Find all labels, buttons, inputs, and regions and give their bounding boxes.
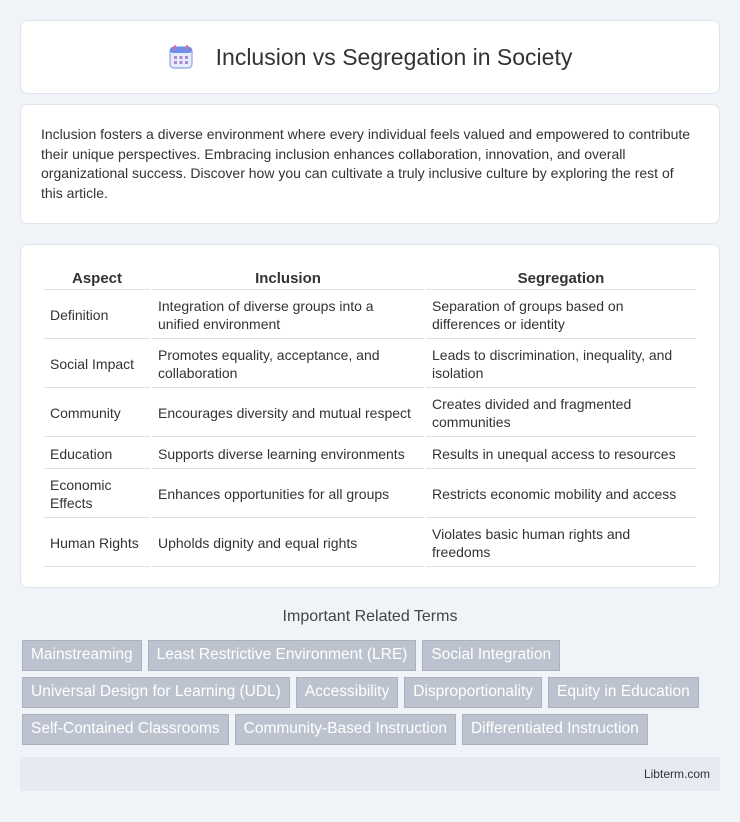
segregation-cell: Leads to discrimination, inequality, and isolation xyxy=(426,341,696,388)
table-row xyxy=(44,390,696,437)
aspect-cell: Economic Effects xyxy=(44,471,150,518)
related-term-tag[interactable]: Social Integration xyxy=(422,640,560,671)
column-header-inclusion: Inclusion xyxy=(152,267,424,290)
related-term-tag[interactable]: Least Restrictive Environment (LRE) xyxy=(148,640,417,671)
related-term-tag[interactable]: Disproportionality xyxy=(404,677,542,708)
inclusion-cell: Encourages diversity and mutual respect xyxy=(152,390,424,437)
related-term-tag[interactable]: Accessibility xyxy=(296,677,398,708)
comparison-table xyxy=(42,265,698,569)
inclusion-cell: Upholds dignity and equal rights xyxy=(152,520,424,567)
inclusion-cell: Enhances opportunities for all groups xyxy=(152,471,424,518)
header-card xyxy=(20,20,720,94)
footer-site-link[interactable]: Libterm.com xyxy=(643,767,710,781)
inclusion-cell: Integration of diverse groups into a unified environment xyxy=(152,292,424,339)
segregation-cell: Separation of groups based on differences or identity xyxy=(426,292,696,339)
page-title: Inclusion vs Segregation in Society xyxy=(215,43,573,70)
related-term-tag[interactable]: Mainstreaming xyxy=(22,640,142,671)
table-row xyxy=(44,471,696,518)
calendar-icon xyxy=(168,44,194,70)
aspect-cell: Social Impact xyxy=(44,341,150,388)
column-header-aspect: Aspect xyxy=(44,267,150,290)
intro-card xyxy=(20,104,720,224)
related-term-tag[interactable]: Self-Contained Classrooms xyxy=(22,714,229,745)
inclusion-cell: Supports diverse learning environments xyxy=(152,439,424,469)
footer xyxy=(20,757,720,791)
intro-text: Inclusion fosters a diverse environment where every individual feels valued and empowered to contribute their unique perspectives. Embracing inclusion enhances collaboration, innovation, and overall organizational success. Discover how you can cultivate a truly inclusive culture by exploring the rest of this article. xyxy=(41,126,691,201)
related-term-tag[interactable]: Community-Based Instruction xyxy=(235,714,456,745)
inclusion-cell: Promotes equality, acceptance, and collaboration xyxy=(152,341,424,388)
related-term-tag[interactable]: Equity in Education xyxy=(548,677,699,708)
table-row xyxy=(44,292,696,339)
table-row xyxy=(44,439,696,469)
table-header-row xyxy=(44,267,696,290)
segregation-cell: Violates basic human rights and freedoms xyxy=(426,520,696,567)
related-terms-list xyxy=(22,640,722,751)
segregation-cell: Results in unequal access to resources xyxy=(426,439,696,469)
column-header-segregation: Segregation xyxy=(426,267,696,290)
aspect-cell: Definition xyxy=(44,292,150,339)
related-term-tag[interactable]: Universal Design for Learning (UDL) xyxy=(22,677,290,708)
table-row xyxy=(44,520,696,567)
aspect-cell: Education xyxy=(44,439,150,469)
related-terms-title: Important Related Terms xyxy=(282,608,458,625)
related-term-tag[interactable]: Differentiated Instruction xyxy=(462,714,648,745)
table-row xyxy=(44,341,696,388)
segregation-cell: Restricts economic mobility and access xyxy=(426,471,696,518)
aspect-cell: Community xyxy=(44,390,150,437)
segregation-cell: Creates divided and fragmented communities xyxy=(426,390,696,437)
comparison-table-card xyxy=(20,244,720,588)
aspect-cell: Human Rights xyxy=(44,520,150,567)
